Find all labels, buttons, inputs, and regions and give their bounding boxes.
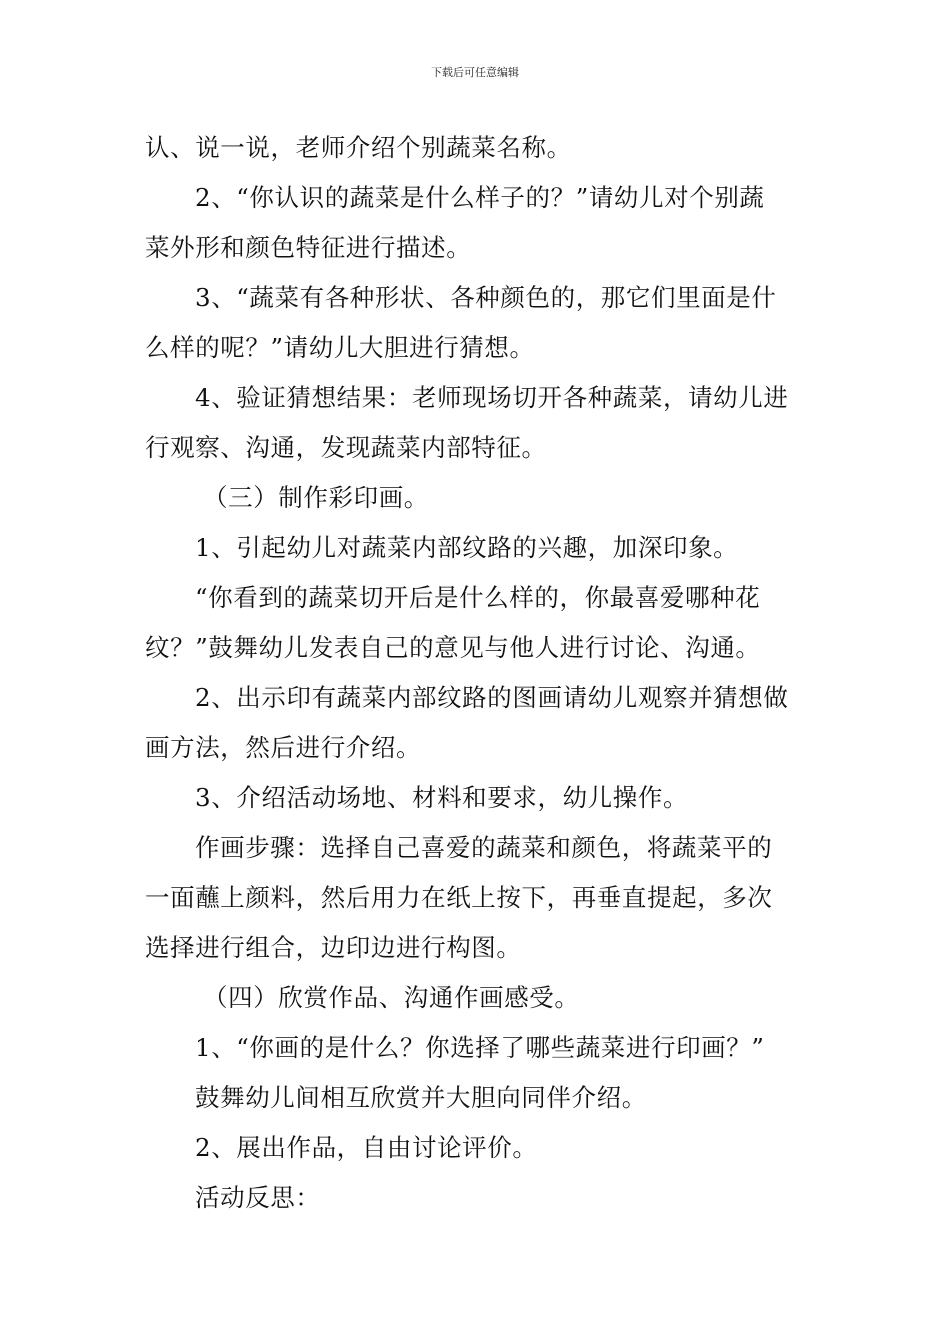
paragraph-line: 3、“蔬菜有各种形状、各种颜色的，那它们里面是什 [195,283,777,312]
section-heading: （四）欣赏作品、沟通作画感受。 [203,983,580,1012]
paragraph-line: 1、引起幼儿对蔬菜内部纹路的兴趣，加深印象。 [195,533,739,562]
paragraph-line: 纹？”鼓舞幼儿发表自己的意见与他人进行讨论、沟通。 [145,633,761,662]
paragraph-line: 选择进行组合，边印边进行构图。 [145,933,522,962]
document-body [145,131,815,1231]
paragraph-line: 2、“你认识的蔬菜是什么样子的？”请幼儿对个别蔬 [195,183,765,212]
section-heading: （三）制作彩印画。 [203,483,429,512]
paragraph-line: 一面蘸上颜料，然后用力在纸上按下，再垂直提起，多次 [145,883,773,912]
paragraph-line: 鼓舞幼儿间相互欣赏并大胆向同伴介绍。 [195,1083,647,1112]
paragraph-line: 活动反思： [195,1183,321,1212]
paragraph-line: 2、展出作品，自由讨论评价。 [195,1133,538,1162]
paragraph-line: “你看到的蔬菜切开后是什么样的，你最喜爱哪种花 [195,583,761,612]
paragraph-line: 认、说一说，老师介绍个别蔬菜名称。 [145,133,572,162]
paragraph-line: 2、出示印有蔬菜内部纹路的图画请幼儿观察并猜想做 [195,683,789,712]
paragraph-line: 么样的呢？”请幼儿大胆进行猜想。 [145,333,535,362]
page-header: 下载后可任意编辑 [431,66,519,79]
paragraph-line: 菜外形和颜色特征进行描述。 [145,233,472,262]
paragraph-line: 3、介绍活动场地、材料和要求，幼儿操作。 [195,783,689,812]
paragraph-line: 1、“你画的是什么？你选择了哪些蔬菜进行印画？” [195,1033,765,1062]
paragraph-line: 行观察、沟通，发现蔬菜内部特征。 [145,433,547,462]
paragraph-line: 作画步骤：选择自己喜爱的蔬菜和颜色，将蔬菜平的 [195,833,773,862]
paragraph-line: 4、验证猜想结果：老师现场切开各种蔬菜，请幼儿进 [195,383,789,412]
paragraph-line: 画方法，然后进行介绍。 [145,733,422,762]
